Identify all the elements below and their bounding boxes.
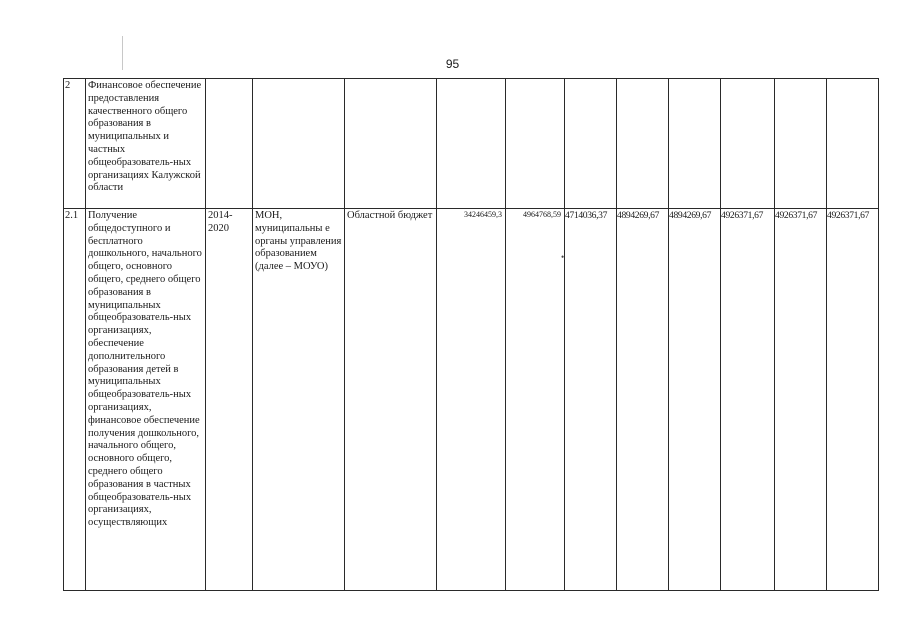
row-number: 2 (64, 79, 86, 209)
scan-dot: • (561, 252, 565, 262)
row-period (206, 79, 253, 209)
table-row (64, 79, 879, 209)
amount-year: 4894269,67 (669, 209, 721, 591)
amount-total: 34246459,3 (437, 209, 506, 591)
row-number: 2.1 (64, 209, 86, 591)
amount-year: 4964768,59 (506, 209, 565, 591)
row-period: 2014-2020 (206, 209, 253, 591)
row-source: Областной бюджет (345, 209, 437, 591)
amount-cell (437, 79, 506, 209)
row-executor (253, 79, 345, 209)
table-row (64, 209, 879, 591)
row-executor: МОН, муниципальны е органы управления образованием (далее – МОУО) (253, 209, 345, 591)
amount-year: 4926371,67 (721, 209, 775, 591)
amount-year: 4926371,67 (775, 209, 827, 591)
amount-cell (669, 79, 721, 209)
row-source (345, 79, 437, 209)
program-funding-table (63, 78, 879, 591)
scan-artifact-line (122, 36, 123, 70)
amount-cell (827, 79, 879, 209)
page-number: 95 (445, 57, 460, 71)
amount-cell (775, 79, 827, 209)
amount-cell (506, 79, 565, 209)
row-title: Получение общедоступного и бесплатного дошкольного, начального общего, основного общего, среднего общего образования в муниципальных общеобразователь-ных организациях, обеспечение дополнительного образования детей в муниципальных общеобразователь-ных организациях, финансовое обеспечение получения дошкольного, начального общего, основного общего, среднего общего образования в частных общеобразователь-ных организациях, осуществляющих (86, 209, 206, 591)
amount-year: 4714036,37 (565, 209, 617, 591)
amount-cell (617, 79, 669, 209)
amount-year: 4926371,67 (827, 209, 879, 591)
row-title: Финансовое обеспечение предоставления качественного общего образования в муниципальных и частных общеобразователь-ных организациях Калужской области (86, 79, 206, 209)
amount-cell (721, 79, 775, 209)
amount-year: 4894269,67 (617, 209, 669, 591)
amount-cell (565, 79, 617, 209)
